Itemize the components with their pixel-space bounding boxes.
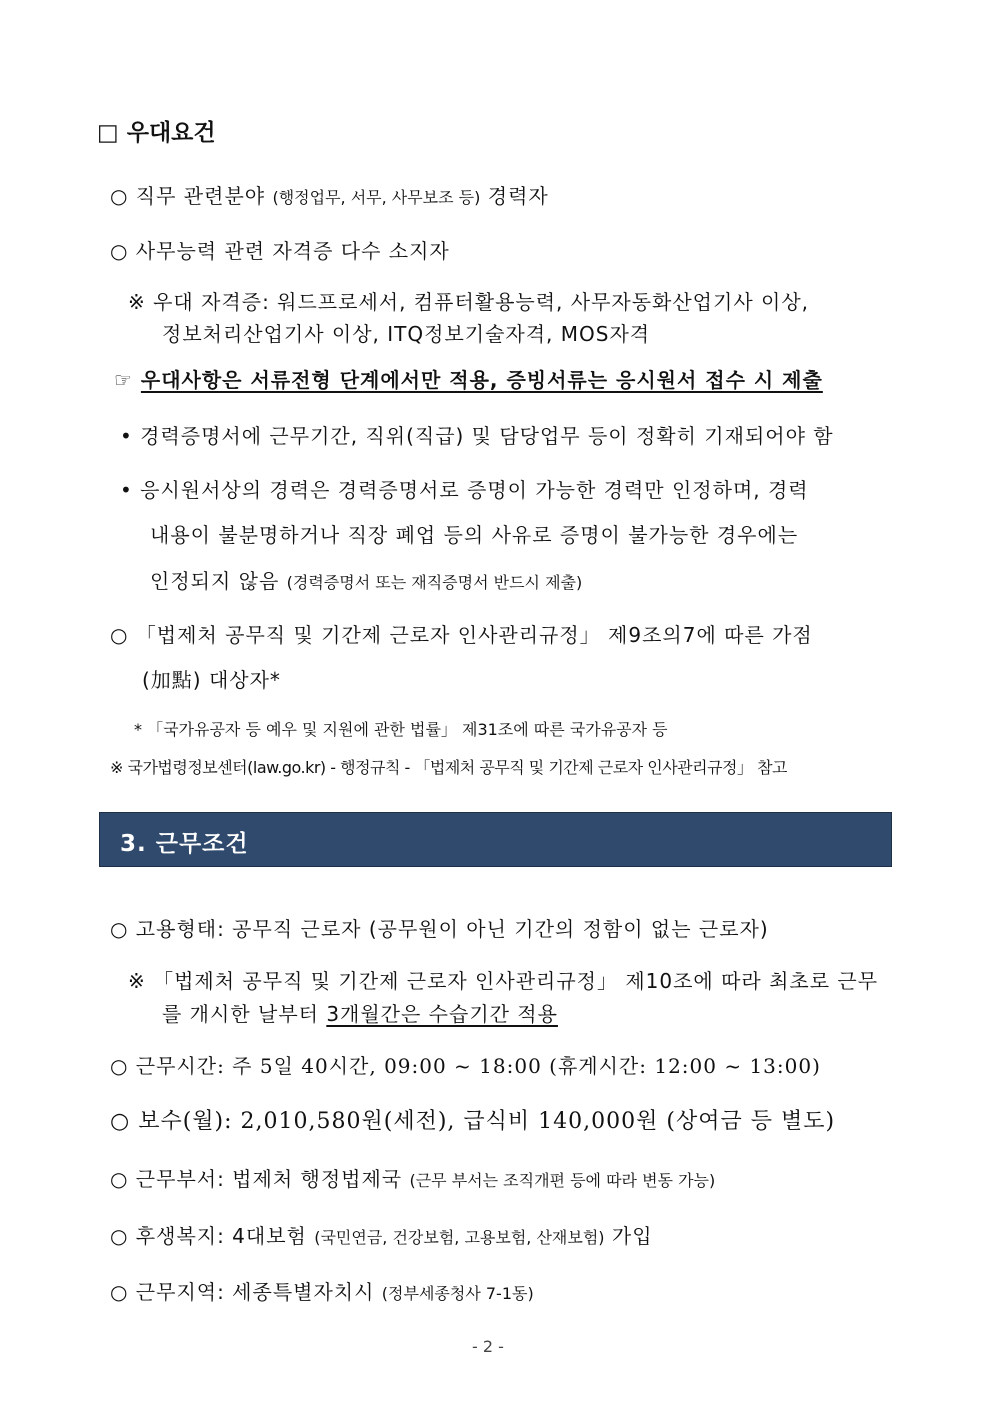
condition-welfare-main: ○ 후생복지: 4대보험 <box>110 1224 307 1248</box>
pref-item-bonus-points-line1: ○ 「법제처 공무직 및 기간제 근로자 인사관리규정」 제9조의7에 따른 가점 <box>110 623 813 647</box>
condition-welfare-tail: 가입 <box>611 1224 653 1248</box>
page-number: - 2 - <box>472 1337 504 1356</box>
footnote-merit: * 「국가유공자 등 예우 및 지원에 관한 법률」 제31조에 따른 국가유공자 등 <box>134 720 668 739</box>
pref-item-bonus-points-line2: (加點) 대상자* <box>142 668 281 692</box>
cert-note-line1: ※ 우대 자격증: 워드프로세서, 컴퓨터활용능력, 사무자동화산업기사 이상, <box>128 290 809 314</box>
pref-item-experience-main: ○ 직무 관련분야 <box>110 184 266 208</box>
condition-location-main: ○ 근무지역: 세종특별자치시 <box>110 1280 375 1304</box>
probation-note-line2-underlined: 3개월간은 수습기간 적용 <box>326 1002 558 1026</box>
condition-department-main: ○ 근무부서: 법제처 행정법제국 <box>110 1167 403 1191</box>
pref-item-experience-tail: 경력자 <box>487 184 549 208</box>
career-recognition-line3-note: (경력증명서 또는 재직증명서 반드시 제출) <box>286 573 583 592</box>
pref-notice-text: 우대사항은 서류전형 단계에서만 적용, 증빙서류는 응시원서 접수 시 제출 <box>140 368 823 392</box>
condition-pay: ○ 보수(월): 2,010,580원(세전), 급식비 140,000원 (상여금 등 별도) <box>110 1109 836 1134</box>
probation-note-line2-pre: 를 개시한 날부터 <box>162 1002 327 1026</box>
condition-location-note: (정부세종청사 7-1동) <box>381 1284 534 1303</box>
career-recognition-line1: • 응시원서상의 경력은 경력증명서로 증명이 가능한 경력만 인정하며, 경력 <box>120 478 809 502</box>
condition-department <box>110 1163 715 1192</box>
pointing-hand-icon: ☞ <box>114 368 133 392</box>
career-cert-requirement: • 경력증명서에 근무기간, 직위(직급) 및 담당업무 등이 정확히 기재되어야 함 <box>120 424 834 448</box>
condition-welfare-note: (국민연금, 건강보험, 고용보험, 산재보험) <box>314 1228 605 1247</box>
pref-item-certificates: ○ 사무능력 관련 자격증 다수 소지자 <box>110 239 450 263</box>
pref-item-experience-note: (행정업무, 서무, 사무보조 등) <box>272 188 481 207</box>
pref-item-experience <box>110 180 549 209</box>
section-bar-working-conditions <box>99 812 892 867</box>
condition-location <box>110 1276 534 1305</box>
pref-notice <box>114 364 823 393</box>
condition-welfare <box>110 1220 653 1249</box>
cert-note-line2: 정보처리산업기사 이상, ITQ정보기술자격, MOS자격 <box>162 322 651 346</box>
condition-employment-type: ○ 고용형태: 공무직 근로자 (공무원이 아닌 기간의 정함이 없는 근로자) <box>110 917 769 941</box>
section-heading-preference: □ 우대요건 <box>97 120 216 146</box>
condition-working-hours: ○ 근무시간: 주 5일 40시간, 09:00 ~ 18:00 (휴게시간: 12:00 ~ 13:00) <box>110 1054 821 1078</box>
probation-note-line1: ※ 「법제처 공무직 및 기간제 근로자 인사관리규정」 제10조에 따라 최초로 근무 <box>128 969 879 993</box>
section-title-working-conditions: 3. 근무조건 <box>120 831 249 857</box>
career-recognition-line3-main: 인정되지 않음 <box>150 569 280 593</box>
footnote-reference: ※ 국가법령정보센터(law.go.kr) - 행정규칙 - 「법제처 공무직 및 기간제 근로자 인사관리규정」 참고 <box>110 758 787 777</box>
career-recognition-line2: 내용이 불분명하거나 직장 폐업 등의 사유로 증명이 불가능한 경우에는 <box>150 523 799 547</box>
probation-note-line2 <box>162 998 558 1027</box>
condition-department-note: (근무 부서는 조직개편 등에 따라 변동 가능) <box>409 1171 716 1190</box>
career-recognition-line3 <box>150 565 582 594</box>
